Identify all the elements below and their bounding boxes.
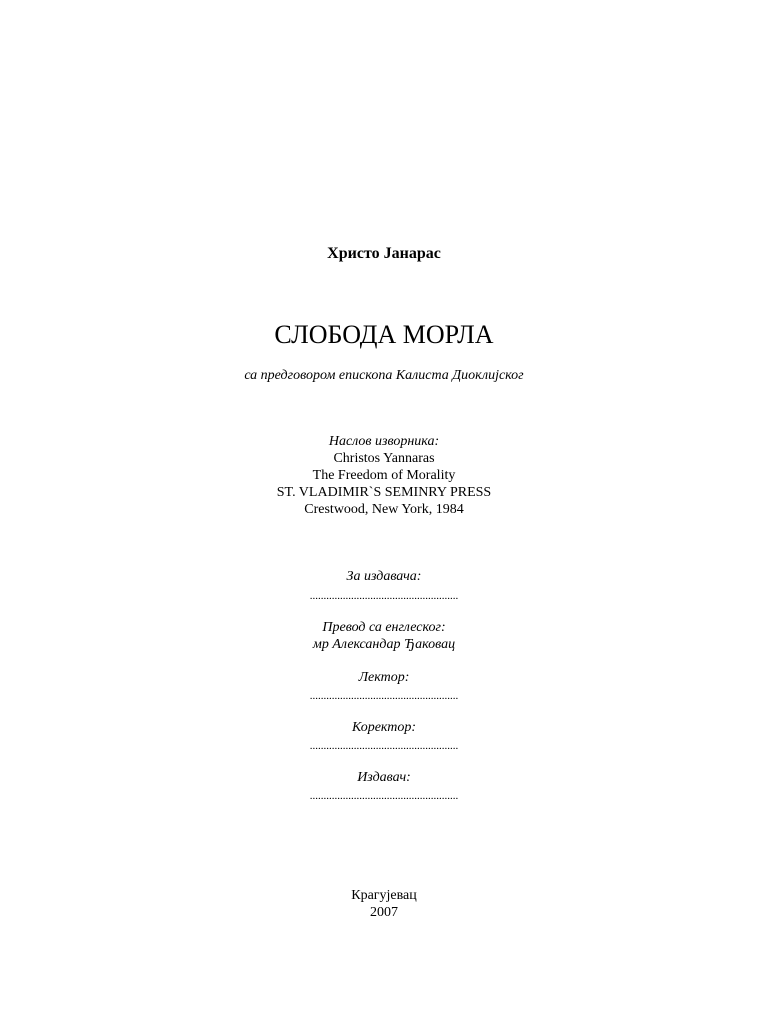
original-place-year: Crestwood, New York, 1984 xyxy=(304,502,464,517)
original-publisher: ST. VLADIMIR`S SEMINRY PRESS xyxy=(276,485,492,500)
proofreader-placeholder: ...................................................... xyxy=(309,740,459,752)
author-name: Христо Јанарас xyxy=(327,245,441,262)
translation-label: Превод са енглеског: xyxy=(322,620,446,635)
editor-label: Лектор: xyxy=(358,670,410,685)
for-publisher-placeholder: ...................................................... xyxy=(309,590,459,602)
original-author: Christos Yannaras xyxy=(333,451,435,466)
imprint-year: 2007 xyxy=(370,905,398,920)
imprint-city: Крагујевац xyxy=(351,888,417,903)
original-title: The Freedom of Morality xyxy=(312,468,456,483)
translator-name: мр Александар Ђаковац xyxy=(312,637,456,652)
book-subtitle: са предговором епископа Калиста Диоклијског xyxy=(244,368,524,383)
publisher-placeholder: ...................................................... xyxy=(309,790,459,802)
book-title: СЛОБОДА МОРЛА xyxy=(274,320,494,349)
for-publisher-label: За издавача: xyxy=(346,569,422,584)
editor-placeholder: ...................................................... xyxy=(309,690,459,702)
publisher-label: Издавач: xyxy=(357,770,411,785)
proofreader-label: Коректор: xyxy=(351,720,417,735)
original-title-label: Наслов изворника: xyxy=(328,434,440,449)
